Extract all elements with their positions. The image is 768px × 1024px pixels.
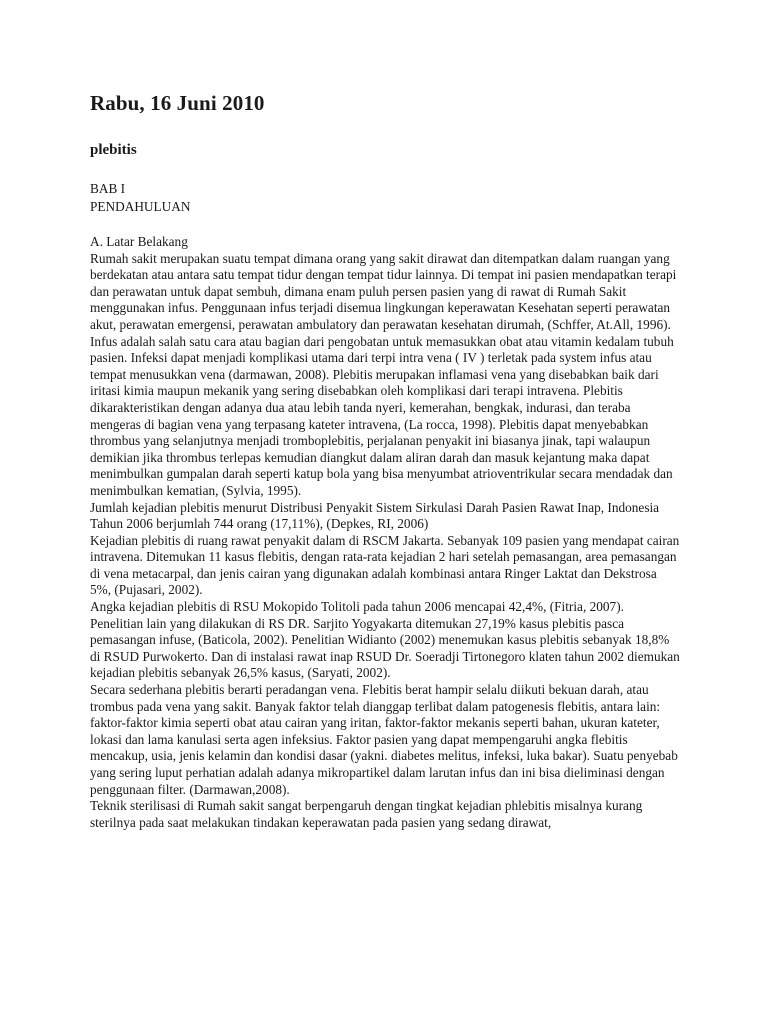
- paragraph: Secara sederhana plebitis berarti peradangan vena. Flebitis berat hampir selalu diikuti bekuan darah, atau trombus pada vena yang sakit. Banyak faktor telah dianggap terlibat dalam patogenesis flebitis, antara lain: faktor-faktor kimia seperti obat atau cairan yang iritan, faktor-faktor mekanis seperti bahan, ukuran kateter, lokasi dan lama kanulasi serta agen infeksius. Faktor pasien yang dapat mempengaruhi angka flebitis mencakup, usia, jenis kelamin dan kondisi dasar (yakni. diabetes melitus, infeksi, luka bakar). Suatu penyebab yang sering luput perhatian adalah adanya mikropartikel dalam larutan infus dan ini bisa dieliminasi dengan penggunaan filter. (Darmawan,2008).: [90, 682, 678, 797]
- section-heading: A. Latar Belakang: [90, 234, 188, 249]
- chapter-number: BAB I: [90, 181, 126, 196]
- paragraph: Jumlah kejadian plebitis menurut Distribusi Penyakit Sistem Sirkulasi Darah Pasien Rawat Inap, Indonesia Tahun 2006 berjumlah 744 orang (17,11%), (Depkes, RI, 2006): [90, 499, 660, 532]
- paragraph: Infus adalah salah satu cara atau bagian dari pengobatan untuk memasukkan obat atau vitamin kedalam tubuh pasien. Infeksi dapat menjadi komplikasi utama dari terpi intra vena ( IV ) terletak pada system infus atau tempat menusukkan vena (darmawan, 2008). Plebitis merupakan inflamasi vena yang disebabkan baik dari iritasi kimia maupun mekanik yang sering disebabkan oleh komplikasi dari terapi intravena. Plebitis dikarakteristikan dengan adanya dua atau lebih tanda nyeri, kemerahan, bengkak, indurasi, dan teraba mengeras di bagian vena yang terpasang kateter intravena, (La rocca, 1998). Plebitis dapat menyebabkan thrombus yang selanjutnya menjadi tromboplebitis, perjalanan penyakit ini biasanya jinak, tapi walaupun demikian jika thrombus terlepas kemudian diangkut dalam aliran darah dan masuk kejantung maka dapat menimbulkan gumpalan darah seperti katup bola yang bisa menyumbat atrioventrikular secara mendadak dan menimbulkan kematian, (Sylvia, 1995).: [90, 333, 674, 498]
- post-body: [90, 234, 680, 831]
- post-date: Rabu, 16 Juni 2010: [90, 91, 265, 115]
- chapter-heading: [90, 180, 680, 216]
- post-title[interactable]: plebitis: [90, 142, 137, 158]
- paragraph: Teknik sterilisasi di Rumah sakit sangat berpengaruh dengan tingkat kejadian phlebitis misalnya kurang sterilnya pada saat melakukan tindakan keperawatan pada pasien yang sedang dirawat,: [90, 798, 643, 830]
- paragraph: Rumah sakit merupakan suatu tempat dimana orang yang sakit dirawat dan ditempatkan dalam ruangan yang berdekatan atau antara satu tempat tidur dengan tempat tidur lainnya. Di tempat ini pasien mendapatkan terapi dan perawatan untuk dapat sembuh, dimana enam puluh persen pasien yang di rawat di Rumah Sakit menggunakan infus. Penggunaan infus terjadi disemua lingkungan keperawatan Kesehatan seperti perawatan akut, perawatan emergensi, perawatan ambulatory dan perawatan kesehatan dirumah, (Schffer, At.All, 1996).: [90, 250, 677, 332]
- chapter-name: PENDAHULUAN: [90, 199, 191, 214]
- paragraph: Angka kejadian plebitis di RSU Mokopido Tolitoli pada tahun 2006 mencapai 42,4%, (Fitria, 2007). Penelitian lain yang dilakukan di RS DR. Sarjito Yogyakarta ditemukan 27,19% kasus plebitis pasca pemasangan infuse, (Baticola, 2002). Penelitian Widianto (2002) menemukan kasus plebitis sebanyak 18,8% di RSUD Purwokerto. Dan di instalasi rawat inap RSUD Dr. Soeradji Tirtonegoro klaten tahun 2002 diemukan kejadian plebitis sebanyak 26,5% kasus, (Saryati, 2002).: [90, 599, 680, 681]
- paragraph: Kejadian plebitis di ruang rawat penyakit dalam di RSCM Jakarta. Sebanyak 109 pasien yang mendapat cairan intravena. Ditemukan 11 kasus flebitis, dengan rata-rata kejadian 2 hari setelah pemasangan, area pemasangan di vena metacarpal, dan jenis cairan yang digunakan adalah kombinasi antara Ringer Laktat dan Dekstrosa 5%, (Pujasari, 2002).: [90, 532, 680, 598]
- blog-post: [90, 88, 680, 831]
